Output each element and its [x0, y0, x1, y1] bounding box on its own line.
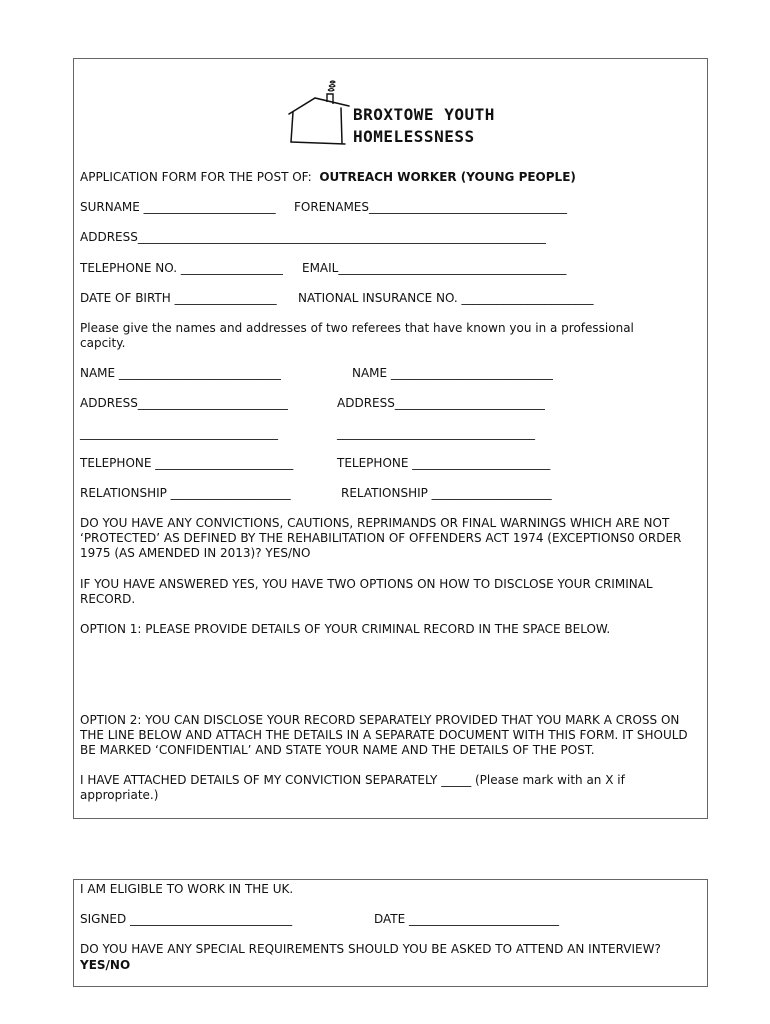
date-field[interactable]: DATE _________________________ [374, 912, 560, 926]
telephone-field[interactable]: TELEPHONE NO. _________________ [80, 261, 283, 275]
post-line [80, 170, 576, 185]
referee1-name-field[interactable]: NAME ___________________________ [80, 366, 281, 380]
address-field[interactable]: ADDRESS____________________________________________________________________ [80, 230, 546, 244]
referee1-relationship-field[interactable]: RELATIONSHIP ____________________ [80, 486, 291, 500]
logo-line-1: BROXTOWE YOUTH [353, 105, 495, 124]
email-field[interactable]: EMAIL______________________________________ [302, 261, 567, 275]
referee1-telephone-field[interactable]: TELEPHONE _______________________ [80, 456, 294, 470]
referees-intro: Please give the names and addresses of two referees that have known you in a professional capcity. [80, 321, 634, 350]
option1-instruction: OPTION 1: PLEASE PROVIDE DETAILS OF YOUR CRIMINAL RECORD IN THE SPACE BELOW. [80, 622, 611, 636]
referee2-relationship-field[interactable]: RELATIONSHIP ____________________ [341, 486, 552, 500]
signed-field[interactable]: SIGNED ___________________________ [80, 912, 293, 926]
special-requirements-question: DO YOU HAVE ANY SPECIAL REQUIREMENTS SHOULD YOU BE ASKED TO ATTEND AN INTERVIEW? [80, 942, 661, 956]
logo-line-2: HOMELESSNESS [353, 127, 475, 146]
surname-field[interactable]: SURNAME ______________________ [80, 200, 276, 214]
post-title: OUTREACH WORKER (YOUNG PEOPLE) [319, 170, 576, 184]
forenames-field[interactable]: FORENAMES_________________________________ [294, 200, 568, 214]
national-insurance-field[interactable]: NATIONAL INSURANCE NO. ______________________ [298, 291, 594, 305]
post-prefix: APPLICATION FORM FOR THE POST OF: [80, 170, 312, 184]
date-of-birth-field[interactable]: DATE OF BIRTH _________________ [80, 291, 277, 305]
attached-details-statement[interactable]: I HAVE ATTACHED DETAILS OF MY CONVICTION SEPARATELY _____ (Please mark with an X if appropriate.) [80, 773, 625, 802]
eligible-statement: I AM ELIGIBLE TO WORK IN THE UK. [80, 882, 294, 896]
options-intro: IF YOU HAVE ANSWERED YES, YOU HAVE TWO OPTIONS ON HOW TO DISCLOSE YOUR CRIMINAL RECORD. [80, 577, 653, 606]
referee1-address-line2[interactable]: _________________________________ [80, 426, 278, 440]
referee2-telephone-field[interactable]: TELEPHONE _______________________ [337, 456, 551, 470]
referee2-address-field[interactable]: ADDRESS_________________________ [337, 396, 545, 410]
convictions-question: DO YOU HAVE ANY CONVICTIONS, CAUTIONS, REPRIMANDS OR FINAL WARNINGS WHICH ARE NOT ‘PROTECTED’ AS DEFINED BY THE REHABILITATION OF OFFENDERS ACT 1974 (EXCEPTIONS0 ORDER 1975 (AS AMENDED IN 2013)? YES/NO [80, 516, 682, 560]
referee1-address-field[interactable]: ADDRESS_________________________ [80, 396, 288, 410]
referee2-address-line2[interactable]: _________________________________ [337, 426, 535, 440]
option2-instruction: OPTION 2: YOU CAN DISCLOSE YOUR RECORD SEPARATELY PROVIDED THAT YOU MARK A CROSS ON THE LINE BELOW AND ATTACH THE DETAILS IN A SEPARATE DOCUMENT WITH THIS FORM. IT SHOULD BE MARKED ‘CONFIDENTIAL’ AND STATE YOUR NAME AND THE DETAILS OF THE POST. [80, 713, 688, 757]
referee2-name-field[interactable]: NAME ___________________________ [352, 366, 553, 380]
house-logo-icon [283, 80, 353, 148]
criminal-record-details-area[interactable] [80, 642, 695, 708]
special-requirements-yes-no[interactable]: YES/NO [80, 958, 131, 972]
